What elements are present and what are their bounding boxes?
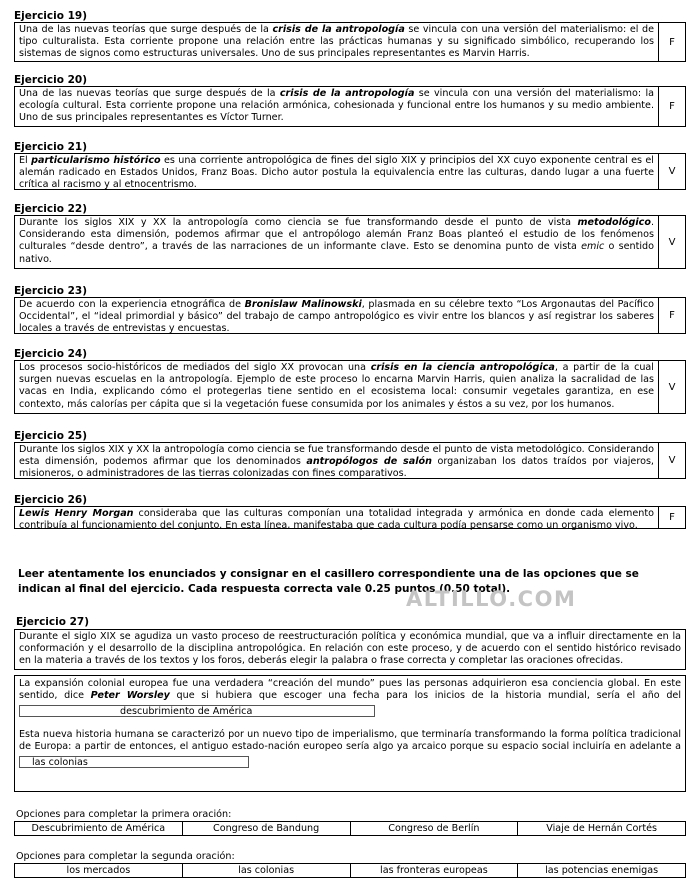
- instructions: Leer atentamente los enunciados y consignar en el casillero correspondiente una de las opciones que se indican al final del ejercicio. Cada respuesta correcta vale 0.25 puntos (0.50 total).: [18, 568, 639, 595]
- option-2-cell: las fronteras europeas: [351, 864, 519, 877]
- exercise-block: [14, 494, 686, 532]
- answer-cell[interactable]: V: [668, 236, 676, 248]
- emphasized-term: particularismo histórico: [31, 155, 161, 166]
- exercise-box: [14, 360, 686, 414]
- emphasized-term: antropólogos de salón: [306, 456, 432, 468]
- exercise-title: Ejercicio 19): [14, 10, 87, 22]
- exercise-block: [14, 10, 686, 62]
- statement-text: . Considerando esta dimensión, podemos afirmar que el antropólogo alemán Franz Boas planteó el estudio de los fenómenos culturales “desde dentro”, a través de las narraciones de un informante clave. Esto se denomina punto de vista: [19, 217, 654, 253]
- exercise-box: [14, 297, 686, 334]
- answer-cell[interactable]: V: [668, 381, 676, 393]
- exercise-statement: [15, 23, 659, 61]
- answer-cell[interactable]: F: [669, 101, 675, 112]
- exercise-title: Ejercicio 26): [14, 494, 87, 506]
- answer-cell[interactable]: V: [668, 455, 676, 466]
- exercise-box: [14, 215, 686, 269]
- exercise-title: Ejercicio 25): [14, 430, 87, 442]
- exercise-statement: [15, 298, 659, 333]
- exercise-statement: [15, 154, 659, 189]
- blank-2-input[interactable]: las colonias: [19, 756, 249, 768]
- statement-text: es una corriente antropológica de fines del siglo XIX y principios del XX cuyo exponente central es el alemán radicado en Estados Unidos, Franz Boas. Dicho autor postula la equivalencia entre las culturas, dando lugar a una fuerte crítica al racismo y al etnocentrismo.: [19, 155, 654, 191]
- options-1-label: Opciones para completar la primera oración:: [16, 809, 232, 820]
- exercise-title: Ejercicio 20): [14, 74, 87, 86]
- emphasized-term: crisis en la ciencia antropológica: [370, 362, 555, 373]
- exercise-27-intro: Durante el siglo XIX se agudiza un vasto proceso de reestructuración política y económica mundial, que va a influir directamente en la conformación y el desarrollo de la disciplina antropológica. En relación con este proceso, y de acuerdo con el sentido histórico revisado en la materia a través de los textos y los foros, deberás elegir la palabra o frase correcta y completar las oraciones ofrecidas.: [14, 629, 686, 670]
- exercise-title: Ejercicio 23): [14, 285, 87, 297]
- emphasized-term: Bronislaw Malinowski: [244, 299, 362, 310]
- options-1-table: [14, 821, 686, 836]
- exercise-box: [14, 506, 686, 532]
- statement-text: Los procesos socio-históricos de mediados del siglo XX provocan una: [19, 362, 371, 373]
- statement-text: se vincula con una versión del materialismo: el de tipo culturalista. Esta corriente propone una relación entre las prácticas humanas y su significado simbólico, recuperando los sistemas de signos como estructuras universales. Uno de sus principales representantes es Marvin Harris.: [19, 24, 654, 60]
- exercise-title: Ejercicio 22): [14, 203, 87, 215]
- sentence-2: [19, 729, 681, 768]
- sentence-1-author: Peter Worsley: [90, 690, 170, 702]
- exercise-block: [14, 430, 686, 479]
- option-1-cell: Congreso de Bandung: [183, 822, 351, 835]
- statement-text: o sentido nativo.: [19, 241, 654, 265]
- exercise-box: [14, 86, 686, 127]
- answer-cell[interactable]: F: [669, 512, 675, 523]
- answer-cell[interactable]: F: [669, 36, 675, 48]
- exercise-27-body: [14, 675, 686, 792]
- option-1-cell: Descubrimiento de América: [15, 822, 183, 835]
- watermark: ALTILLO.COM: [406, 587, 577, 611]
- option-2-cell: las colonias: [183, 864, 351, 877]
- statement-text: Una de las nuevas teorías que surge después de la: [19, 24, 273, 35]
- emphasized-term: Lewis Henry Morgan: [19, 508, 134, 519]
- exercise-block: [14, 74, 686, 127]
- statement-text: consideraba que las culturas componían una totalidad integrada y armónica en donde cada elemento contribuía al funcionamiento del conjunto. En esta línea, manifestaba que cada cultura podía pensarse como un organismo vivo.: [19, 508, 655, 532]
- sentence-2-text: Esta nueva historia humana se caracterizó por un nuevo tipo de imperialismo, que terminaría transformando la forma política tradicional de Europa: a partir de entonces, el antiguo estado-nación europeo sería algo ya arcaico porque su espacio social incluiría en adelante a: [19, 728, 681, 753]
- exercise-statement: [15, 361, 659, 413]
- italic-term: emic: [581, 241, 605, 253]
- exercise-box: [14, 22, 686, 62]
- blank-1-input[interactable]: descubrimiento de América: [19, 705, 375, 717]
- exercise-title: Ejercicio 24): [14, 348, 87, 360]
- answer-cell[interactable]: F: [669, 310, 675, 321]
- sentence-1: [19, 678, 681, 717]
- exercise-statement: [15, 443, 659, 478]
- exercise-box: [14, 153, 686, 190]
- exercise-block: [14, 348, 686, 414]
- exercise-block: [14, 285, 686, 334]
- option-2-cell: los mercados: [15, 864, 183, 877]
- exercise-27-title: Ejercicio 27): [16, 616, 89, 628]
- statement-text: Durante los siglos XIX y XX la antropología como ciencia se fue transformando desde el punto de vista metodológico. Considerando esta dimensión, podemos afirmar que los denominados: [19, 444, 654, 468]
- statement-text: Una de las nuevas teorías que surge después de la: [19, 88, 280, 99]
- exercise-block: [14, 203, 686, 269]
- option-1-cell: Congreso de Berlín: [351, 822, 519, 835]
- option-1-cell: Viaje de Hernán Cortés: [546, 823, 657, 834]
- exercise-box: [14, 442, 686, 479]
- emphasized-term: crisis de la antropología: [272, 24, 405, 35]
- statement-text: De acuerdo con la experiencia etnográfica de: [19, 299, 245, 310]
- options-2-label: Opciones para completar la segunda oración:: [16, 851, 235, 862]
- exercise-title: Ejercicio 21): [14, 141, 87, 153]
- answer-cell[interactable]: V: [668, 166, 676, 177]
- statement-text: El: [19, 155, 32, 166]
- emphasized-term: crisis de la antropología: [279, 88, 415, 99]
- exercise-statement: [15, 216, 659, 268]
- emphasized-term: metodológico: [577, 217, 651, 228]
- sentence-1-text-b: que si hubiera que escoger una fecha para los inicios de la historia mundial, sería el año del: [169, 690, 681, 702]
- statement-text: organizaban los datos traídos por viajeros, misioneros, o administradores de las tierras colonizadas con fines comparativos.: [19, 456, 654, 480]
- statement-text: , a partir de la cual surgen nuevas escuelas en la antropología. Ejemplo de este proceso lo encarna Marvin Harris, quien analiza la sacralidad de las vacas en India, explicando cómo el protegerlas tiene sentido en el ecosistema local: consumir vegetales garantiza, en ese contexto, más calorías per cápita que si la vegetación fuese consumida por los animales y éstos a su vez, por los humanos.: [19, 362, 654, 410]
- sentence-1-text-a: La expansión colonial europea fue una verdadera “creación del mundo” pues las personas adquirieron esa conciencia global. En este sentido, dice: [19, 678, 681, 702]
- statement-text: se vincula con una versión del materialismo: la ecología cultural. Esta corriente propone una relación armónica, cohesionada y funcional entre los humanos y su medio ambiente. Uno de sus principales representantes es Víctor Turner.: [19, 88, 654, 124]
- exercise-block: [14, 141, 686, 190]
- exercise-statement: [15, 87, 659, 126]
- statement-text: Durante los siglos XIX y XX la antropología como ciencia se fue transformando desde el punto de vista: [19, 217, 578, 228]
- options-2-table: [14, 863, 686, 878]
- statement-text: , plasmada en su célebre texto “Los Argonautas del Pacífico Occidental”, el “ideal primordial y básico” del trabajo de campo antropológico es vivir entre los blancos y así registrar los saberes locales a través de entrevistas y encuestas.: [19, 299, 654, 335]
- option-2-cell: las potencias enemigas: [545, 865, 659, 876]
- exercise-statement: [15, 507, 659, 532]
